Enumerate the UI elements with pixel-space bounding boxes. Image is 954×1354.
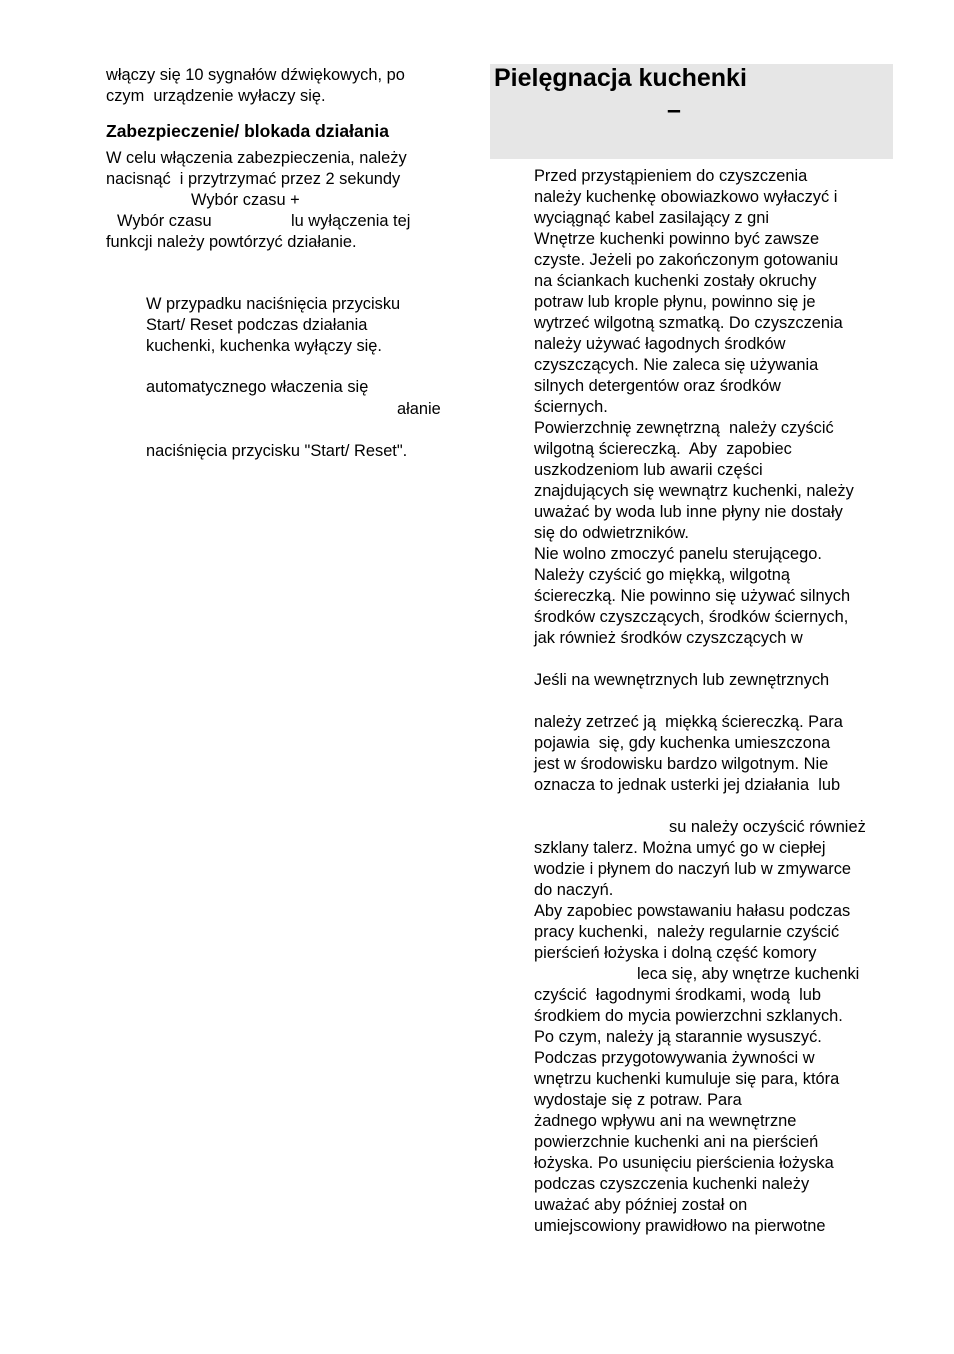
intro-line-1: włączy się 10 sygnałów dźwiękowych, po bbox=[106, 66, 405, 84]
lock-heading: Zabezpieczenie/ blokada działania bbox=[106, 121, 390, 141]
body-line: pojawia się, gdy kuchenka umieszczona bbox=[534, 734, 831, 752]
body-line: Nie wolno zmoczyć panelu sterującego. bbox=[534, 545, 822, 563]
body-line: pracy kuchenki, należy regularnie czyścić bbox=[534, 923, 840, 941]
body-line: się do odwietrzników. bbox=[534, 524, 689, 542]
body-line: umiejscowiony prawidłowo na pierwotne bbox=[534, 1217, 826, 1235]
body-line: Powierzchnię zewnętrzną należy czyścić bbox=[534, 419, 834, 437]
note-line: W przypadku naciśnięcia przycisku bbox=[146, 295, 401, 313]
body-line: do naczyń. bbox=[534, 881, 614, 899]
body-line: środkiem do mycia powierzchni szklanych. bbox=[534, 1007, 843, 1025]
body-line: leca się, aby wnętrze kuchenki bbox=[637, 965, 860, 983]
body-line: silnych detergentów oraz środków bbox=[534, 377, 781, 395]
body-line: wodzie i płynem do naczyń lub w zmywarce bbox=[534, 860, 852, 878]
lock-text-line: nacisnąć i przytrzymać przez 2 sekundy bbox=[106, 170, 401, 188]
body-line: ściernych. bbox=[534, 398, 608, 416]
body-line: czyszczących. Nie zaleca się używania bbox=[534, 356, 819, 374]
body-line: Wnętrze kuchenki powinno być zawsze bbox=[534, 230, 820, 248]
body-line: podczas czyszczenia kuchenki należy bbox=[534, 1175, 810, 1193]
section-heading: Pielęgnacja kuchenki bbox=[494, 64, 747, 92]
lock-text-line: Wybór czasu bbox=[117, 212, 212, 230]
body-line: czyste. Jeżeli po zakończonym gotowaniu bbox=[534, 251, 839, 269]
note-line: ałanie bbox=[397, 400, 441, 418]
body-line: Aby zapobiec powstawaniu hałasu podczas bbox=[534, 902, 851, 920]
lock-text-line: Wybór czasu + bbox=[191, 191, 300, 209]
note-line: automatycznego właczenia się bbox=[146, 378, 369, 396]
body-line: powierzchnie kuchenki ani na pierścień bbox=[534, 1133, 819, 1151]
body-line: środków czyszczących, środków ściernych, bbox=[534, 608, 849, 626]
body-line: szklany talerz. Można umyć go w ciepłej bbox=[534, 839, 826, 857]
intro-line-2: czym urządzenie wyłaczy się. bbox=[106, 87, 326, 105]
body-line: Jeśli na wewnętrznych lub zewnętrznych bbox=[534, 671, 830, 689]
body-line: jest w środowisku bardzo wilgotnym. Nie bbox=[534, 755, 829, 773]
lock-text-line: lu wyłączenia tej bbox=[291, 212, 411, 230]
note-line: naciśnięcia przycisku "Start/ Reset". bbox=[146, 442, 408, 460]
lock-text-line: W celu włączenia zabezpieczenia, należy bbox=[106, 149, 407, 167]
body-line: Po czym, należy ją starannie wysuszyć. bbox=[534, 1028, 822, 1046]
body-line: uważać by woda lub inne płyny nie dostały bbox=[534, 503, 843, 521]
body-line: czyścić łagodnymi środkami, wodą lub bbox=[534, 986, 821, 1004]
body-line: uważać aby później został on bbox=[534, 1196, 748, 1214]
body-line: ściereczką. Nie powinno się używać silnych bbox=[534, 587, 851, 605]
note-line: Start/ Reset podczas działania bbox=[146, 316, 368, 334]
body-line: jak również środków czyszczących w bbox=[534, 629, 803, 647]
body-line: wnętrzu kuchenki kumuluje się para, która bbox=[534, 1070, 840, 1088]
body-line: uszkodzeniom lub awarii części bbox=[534, 461, 763, 479]
body-line: Należy czyścić go miękką, wilgotną bbox=[534, 566, 790, 584]
note-line: kuchenki, kuchenka wyłączy się. bbox=[146, 337, 382, 355]
body-line: su należy oczyścić również bbox=[669, 818, 866, 836]
body-line: wydostaje się z potraw. Para bbox=[534, 1091, 742, 1109]
body-line: wyciągnąć kabel zasilający z gni bbox=[534, 209, 770, 227]
lock-text-line: funkcji należy powtórzyć działanie. bbox=[106, 233, 357, 251]
body-line: wytrzeć wilgotną szmatką. Do czyszczenia bbox=[534, 314, 843, 332]
section-heading-dash: – bbox=[667, 96, 681, 124]
body-line: należy kuchenkę obowiazkowo wyłaczyć i bbox=[534, 188, 838, 206]
body-line: Przed przystąpieniem do czyszczenia bbox=[534, 167, 808, 185]
body-line: na ściankach kuchenki zostały okruchy bbox=[534, 272, 817, 290]
body-line: znajdujących się wewnątrz kuchenki, należy bbox=[534, 482, 854, 500]
body-line: wilgotną ściereczką. Aby zapobiec bbox=[534, 440, 792, 458]
body-line: Podczas przygotowywania żywności w bbox=[534, 1049, 815, 1067]
body-line: żadnego wpływu ani na wewnętrzne bbox=[534, 1112, 797, 1130]
body-line: należy używać łagodnych środków bbox=[534, 335, 786, 353]
body-line: oznacza to jednak usterki jej działania lub bbox=[534, 776, 841, 794]
body-line: należy zetrzeć ją miękką ściereczką. Para bbox=[534, 713, 843, 731]
body-line: potraw lub krople płynu, powinno się je bbox=[534, 293, 816, 311]
body-line: pierścień łożyska i dolną część komory bbox=[534, 944, 817, 962]
body-line: łożyska. Po usunięciu pierścienia łożyska bbox=[534, 1154, 834, 1172]
